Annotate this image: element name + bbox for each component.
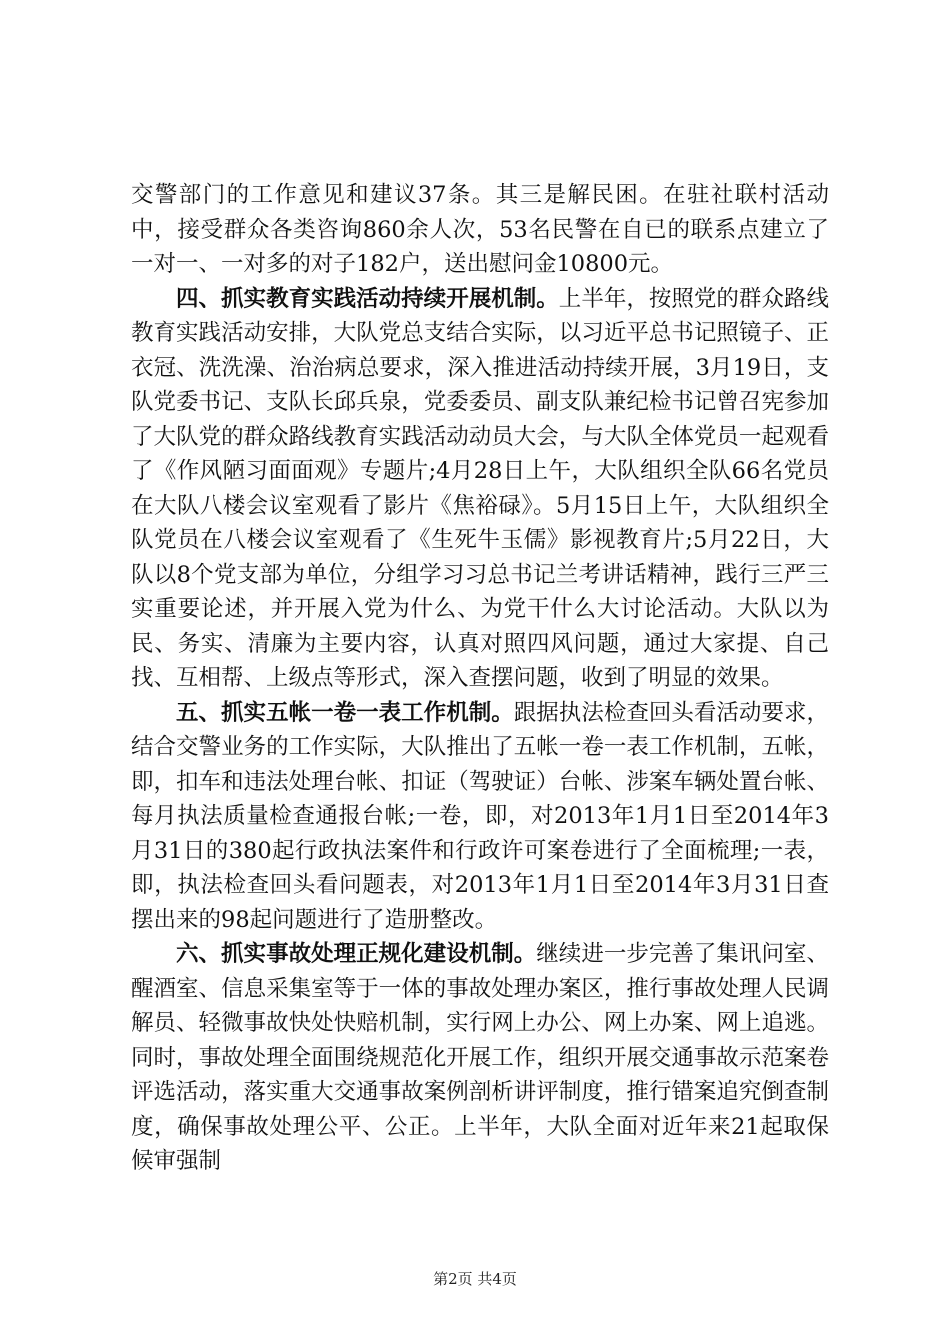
paragraph-5 [131,696,829,938]
paragraph-1 [131,178,829,282]
section-heading-5: 五、抓实五帐一卷一表工作机制。 [176,699,514,726]
section-heading-4: 四、抓实教育实践活动持续开展机制。 [176,285,559,312]
paragraph-6 [131,937,829,1179]
paragraph-text: 交警部门的工作意见和建议37条。其三是解民困。在驻社联村活动中，接受群众各类咨询860余人次，53名民警在自已的联系点建立了一对一、一对多的对子182户，送出慰问金10800元。 [131,182,829,277]
paragraph-text: 继续进一步完善了集讯问室、醒酒室、信息采集室等于一体的事故处理办案区，推行事故处理人民调解员、轻微事故快处快赔机制，实行网上办公、网上办案、网上追逃。同时，事故处理全面围绕规范化开展工作，组织开展交通事故示范案卷评选活动，落实重大交通事故案例剖析讲评制度，推行错案追究倒查制度，确保事故处理公平、公正。上半年，大队全面对近年来21起取保候审强制 [131,941,829,1174]
document-body [131,178,829,1179]
page-number-footer: 第2页 共4页 [433,1270,517,1288]
paragraph-text: 上半年，按照党的群众路线教育实践活动安排，大队党总支结合实际，以习近平总书记照镜子、正衣冠、洗洗澡、治治病总要求，深入推进活动持续开展，3月19日，支队党委书记、支队长邱兵泉，党委委员、副支队兼纪检书记曾召宪参加了大队党的群众路线教育实践活动动员大会，与大队全体党员一起观看了《作风陋习面面观》专题片;4月28日上午，大队组织全队66名党员在大队八楼会议室观看了影片《焦裕碌》。5月15日上午，大队组织全队党员在八楼会议室观看了《生死牛玉儒》影视教育片;5月22日，大队以8个党支部为单位，分组学习习总书记兰考讲话精神，践行三严三实重要论述，并开展入党为什么、为党干什么大讨论活动。大队以为民、务实、清廉为主要内容，认真对照四风问题，通过大家提、自己找、互相帮、上级点等形式，深入查摆问题，收到了明显的效果。 [131,285,829,691]
section-heading-6: 六、抓实事故处理正规化建设机制。 [176,941,537,967]
paragraph-4 [131,282,829,696]
paragraph-text: 跟据执法检查回头看活动要求，结合交警业务的工作实际，大队推出了五帐一卷一表工作机制，五帐，即，扣车和违法处理台帐、扣证（驾驶证）台帐、涉案车辆处置台帐、每月执法质量检查通报台帐;一卷，即，对2013年1月1日至2014年3月31日的380起行政执法案件和行政许可案卷进行了全面梳理;一表，即，执法检查回头看问题表，对2013年1月1日至2014年3月31日查摆出来的98起问题进行了造册整改。 [131,699,829,933]
